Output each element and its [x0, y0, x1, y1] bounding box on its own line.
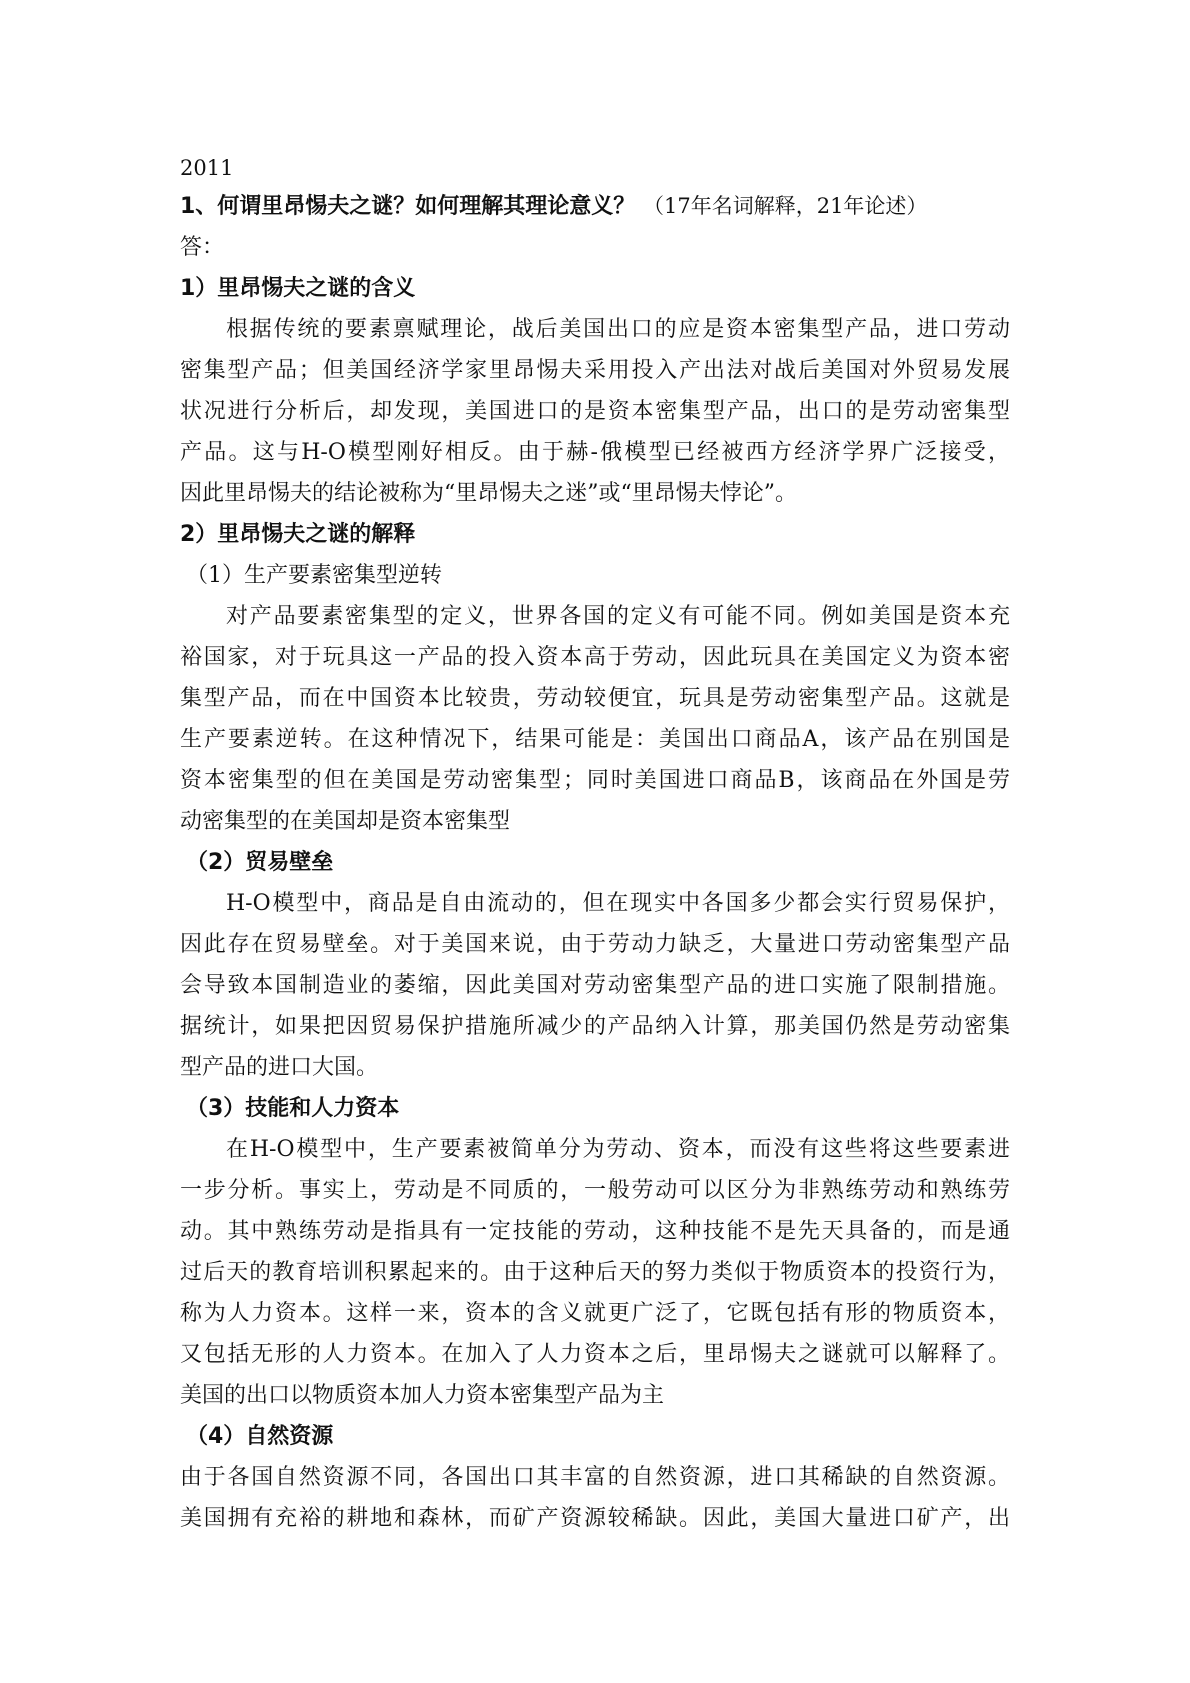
section1-heading: 1）里昂惕夫之谜的含义 — [180, 276, 416, 301]
question-note: （17年名词解释，21年论述） — [642, 194, 928, 218]
paragraph-line: 集型产品，而在中国资本比较贵，劳动较便宜，玩具是劳动密集型产品。这就是 — [180, 686, 1010, 711]
paragraph-line: 在H-O模型中，生产要素被简单分为劳动、资本，而没有这些将这些要素进 — [226, 1137, 1010, 1162]
paragraph-line: 美国的出口以物质资本加人力资本密集型产品为主 — [180, 1383, 665, 1408]
sub4-paragraph — [180, 1457, 1010, 1539]
paragraph-line: 产品。这与H-O模型刚好相反。由于赫-俄模型已经被西方经济学界广泛接受， — [180, 440, 1010, 465]
paragraph-line: 裕国家，对于玩具这一产品的投入资本高于劳动，因此玩具在美国定义为资本密 — [180, 645, 1010, 670]
paragraph-line: 一步分析。事实上，劳动是不同质的，一般劳动可以区分为非熟练劳动和熟练劳 — [180, 1178, 1010, 1203]
paragraph-line: 根据传统的要素禀赋理论，战后美国出口的应是资本密集型产品，进口劳动 — [226, 317, 1010, 342]
paragraph-line: 对产品要素密集型的定义，世界各国的定义有可能不同。例如美国是资本充 — [226, 604, 1010, 629]
paragraph-line: 动密集型的在美国却是资本密集型 — [180, 809, 511, 834]
paragraph-line: 称为人力资本。这样一来，资本的含义就更广泛了，它既包括有形的物质资本， — [180, 1301, 1010, 1326]
paragraph-line: 美国拥有充裕的耕地和森林，而矿产资源较稀缺。因此，美国大量进口矿产，出 — [180, 1506, 1010, 1531]
paragraph-line: 型产品的进口大国。 — [180, 1055, 379, 1080]
paragraph-line: 因此存在贸易壁垒。对于美国来说，由于劳动力缺乏，大量进口劳动密集型产品 — [180, 932, 1010, 957]
paragraph-line: H-O模型中，商品是自由流动的，但在现实中各国多少都会实行贸易保护， — [226, 891, 1010, 916]
question-title — [180, 186, 1010, 227]
sub1-paragraph — [180, 596, 1010, 842]
paragraph-line: 动。其中熟练劳动是指具有一定技能的劳动，这种技能不是先天具备的，而是通 — [180, 1219, 1010, 1244]
document-page — [180, 150, 1010, 1539]
paragraph-line: 状况进行分析后，却发现，美国进口的是资本密集型产品，出口的是劳动密集型 — [180, 399, 1010, 424]
sub3-heading: （3）技能和人力资本 — [186, 1096, 400, 1121]
paragraph-line: 因此里昂惕夫的结论被称为“里昂惕夫之迷”或“里昂惕夫悖论”。 — [180, 481, 797, 506]
question-text: 1、何谓里昂惕夫之谜？如何理解其理论意义？ — [180, 194, 636, 219]
sub2-paragraph — [180, 883, 1010, 1088]
paragraph-line: 生产要素逆转。在这种情况下，结果可能是：美国出口商品A，该产品在别国是 — [180, 727, 1010, 752]
section2-heading: 2）里昂惕夫之谜的解释 — [180, 522, 416, 547]
paragraph-line: 资本密集型的但在美国是劳动密集型；同时美国进口商品B，该商品在外国是劳 — [180, 768, 1010, 793]
sub4-heading: （4）自然资源 — [186, 1424, 334, 1449]
paragraph-line: 过后天的教育培训积累起来的。由于这种后天的努力类似于物质资本的投资行为， — [180, 1260, 1010, 1285]
paragraph-line: 又包括无形的人力资本。在加入了人力资本之后，里昂惕夫之谜就可以解释了。 — [180, 1342, 1010, 1367]
paragraph-line: 密集型产品；但美国经济学家里昂惕夫采用投入产出法对战后美国对外贸易发展 — [180, 358, 1010, 383]
answer-label: 答： — [180, 235, 225, 260]
sub2-heading: （2）贸易壁垒 — [186, 850, 334, 875]
paragraph-line: 据统计，如果把因贸易保护措施所减少的产品纳入计算，那美国仍然是劳动密集 — [180, 1014, 1010, 1039]
section1-paragraph — [180, 309, 1010, 514]
paragraph-line: 由于各国自然资源不同，各国出口其丰富的自然资源，进口其稀缺的自然资源。 — [180, 1465, 1010, 1490]
sub3-paragraph — [180, 1129, 1010, 1416]
sub1-heading: （1）生产要素密集型逆转 — [186, 563, 442, 588]
paragraph-line: 会导致本国制造业的萎缩，因此美国对劳动密集型产品的进口实施了限制措施。 — [180, 973, 1010, 998]
year-label: 2011 — [180, 156, 234, 180]
